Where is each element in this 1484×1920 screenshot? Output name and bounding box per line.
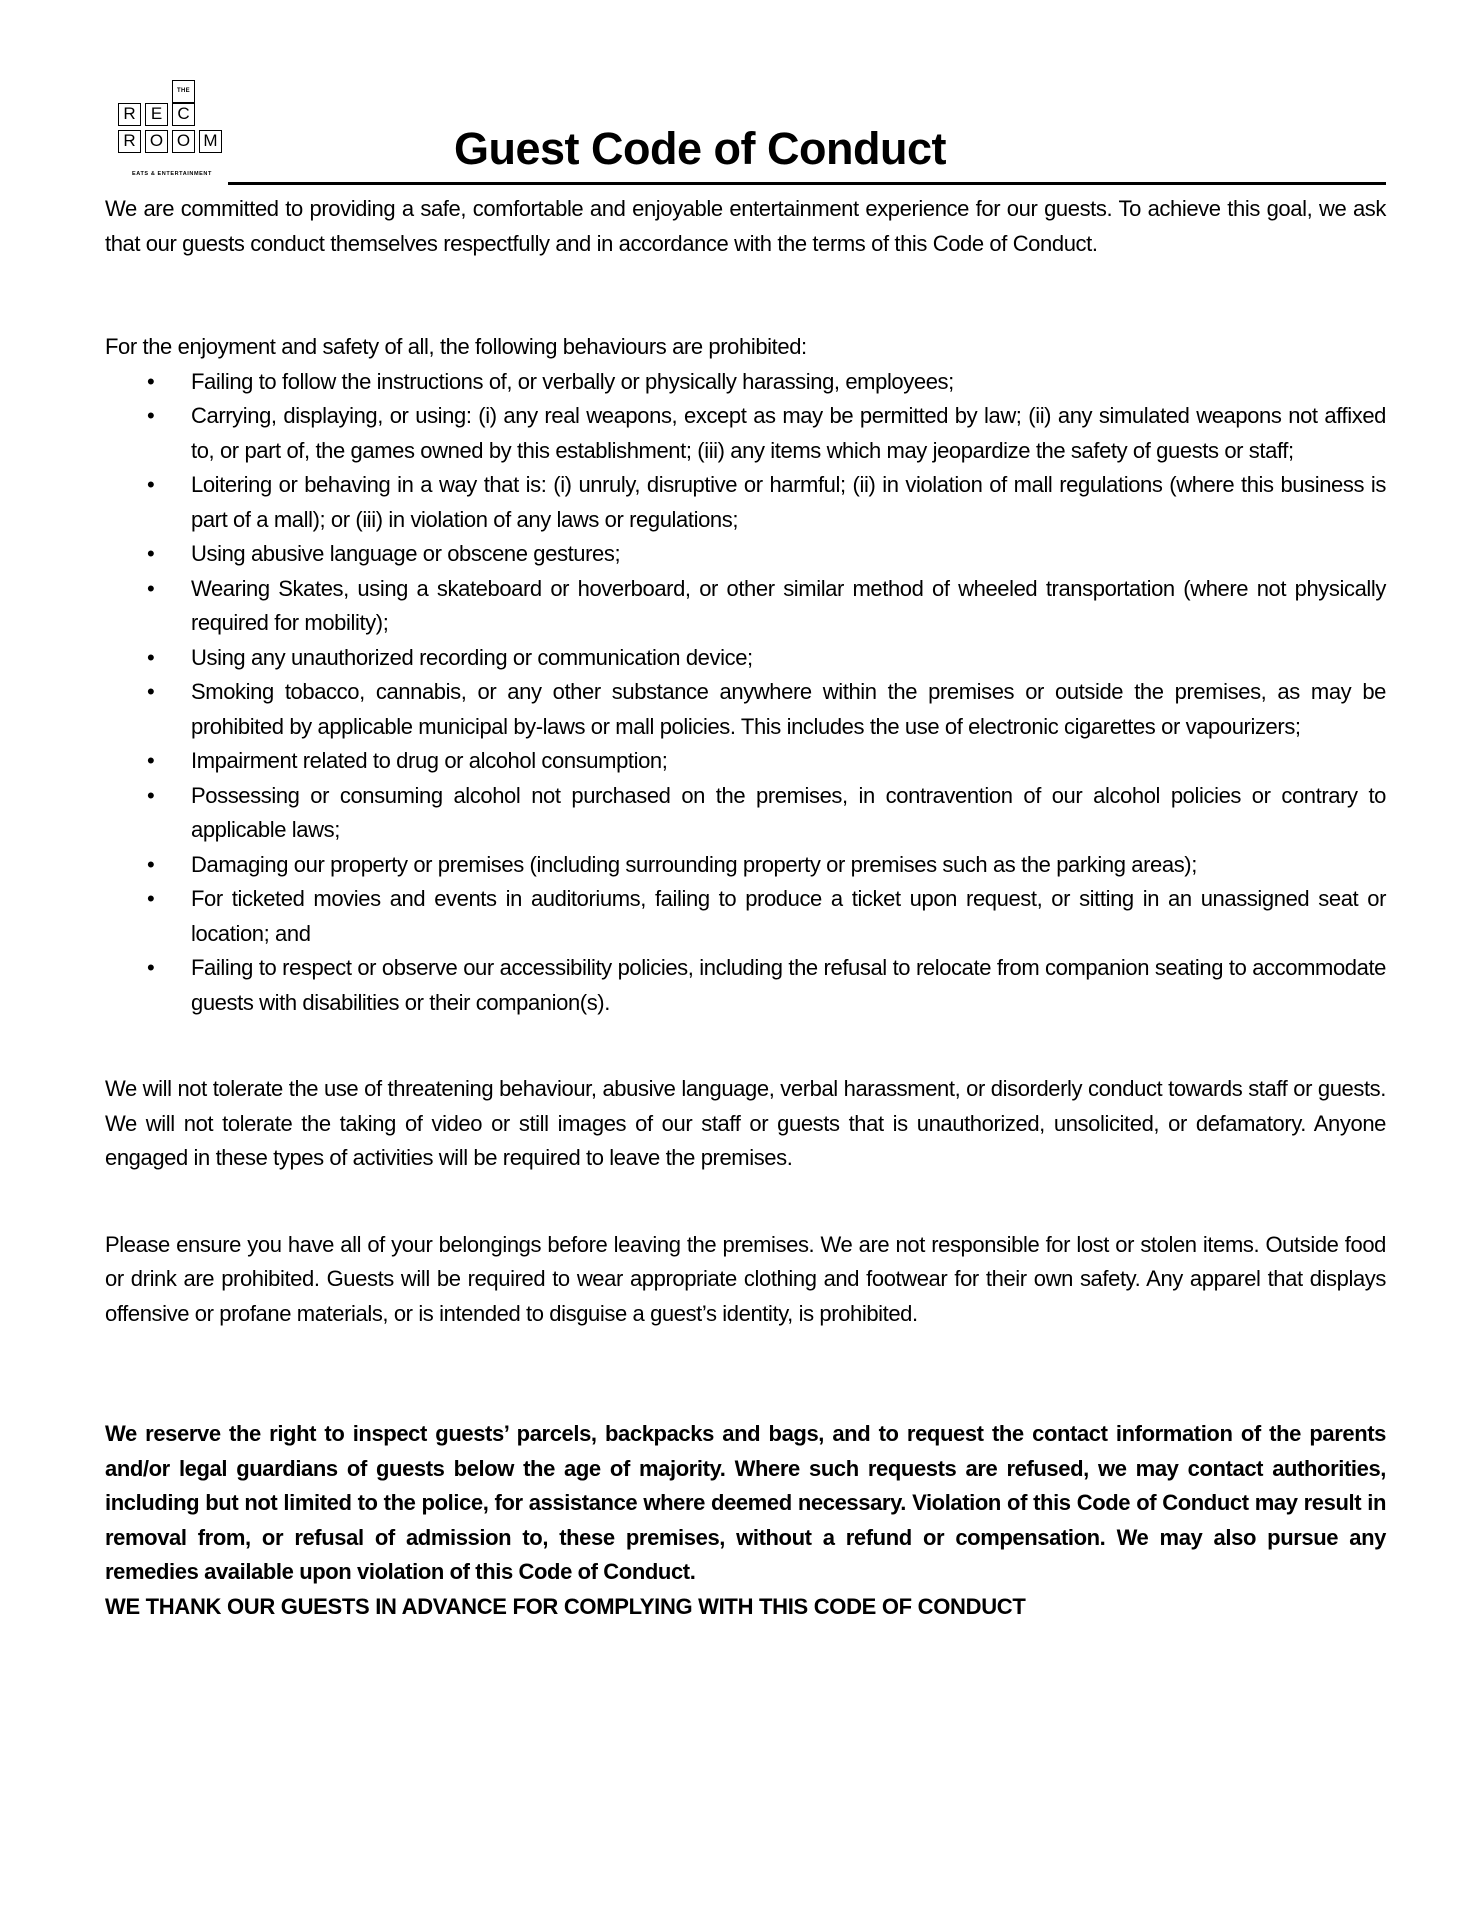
logo-tagline: EATS & ENTERTAINMENT [132,171,212,177]
list-item [105,675,1386,744]
bullet-icon: • [147,748,155,773]
list-item [105,641,1386,676]
list-item [105,572,1386,641]
logo-letter-m: M [199,130,222,153]
list-item-text: Smoking tobacco, cannabis, or any other substance anywhere within the premises or outside the premises, as may be prohibited by applicable municipal by-laws or mall policies. This includes the use of electronic cigarettes or vapourizers; [191,679,1386,739]
reserve-paragraph: We reserve the right to inspect guests’ parcels, backpacks and bags, and to request the contact information of the parents and/or legal guardians of guests below the age of majority. Where such requests are refused, we may contact authorities, including but not limited to the police, for assistance where deemed necessary. Violation of this Code of Conduct may result in removal from, or refusal of admission to, these premises, without a refund or compensation. We may also pursue any remedies available upon violation of this Code of Conduct. [105,1421,1386,1584]
list-item [105,951,1386,1020]
list-item [105,779,1386,848]
intro-paragraph: We are committed to providing a safe, comfortable and enjoyable entertainment experience for our guests. To achieve this goal, we ask that our guests conduct themselves respectfully and in accordance with the terms of this Code of Conduct. [105,196,1386,256]
list-item-text: Failing to follow the instructions of, or verbally or physically harassing, employees; [191,368,954,394]
list-item [105,537,1386,572]
closing-statement: WE THANK OUR GUESTS IN ADVANCE FOR COMPLYING WITH THIS CODE OF CONDUCT [105,1593,1026,1619]
list-item [105,848,1386,883]
list-item-text: Damaging our property or premises (including surrounding property or premises such as the parking areas); [191,851,1197,877]
list-item-text: Carrying, displaying, or using: (i) any real weapons, except as may be permitted by law; (ii) any simulated weapons not affixed to, or part of, the games owned by this establishment; (iii) any items which may jeopardize the safety of guests or staff; [191,403,1386,463]
tolerance-paragraph: We will not tolerate the use of threatening behaviour, abusive language, verbal harassment, or disorderly conduct towards staff or guests. We will not tolerate the taking of video or still images of our staff or guests that is unauthorized, unsolicited, or defamatory. Anyone engaged in these types of activities will be required to leave the premises. [105,1076,1386,1170]
list-item-text: For ticketed movies and events in auditoriums, failing to produce a ticket upon request, or sitting in an unassigned seat or location; and [191,886,1386,946]
logo-letter-r2: R [118,130,141,153]
bullet-icon: • [147,575,155,601]
bullet-icon: • [147,541,155,566]
list-item-text: Failing to respect or observe our accessibility policies, including the refusal to relocate from companion seating to accommodate guests with disabilities or their companion(s). [191,955,1386,1015]
list-item-text: Impairment related to drug or alcohol consumption; [191,748,668,773]
logo-letter-e: E [145,103,168,126]
list-item-text: Using abusive language or obscene gestures; [191,541,621,566]
list-item [105,468,1386,537]
list-item-text: Possessing or consuming alcohol not purchased on the premises, in contravention of our alcohol policies or contrary to applicable laws; [191,782,1386,842]
prohibited-list [105,365,1386,1021]
list-item-text: Using any unauthorized recording or communication device; [191,644,753,670]
logo-letter-o2: O [172,130,195,153]
prohibited-intro: For the enjoyment and safety of all, the following behaviours are prohibited: [105,334,807,359]
bullet-icon: • [147,851,155,877]
logo-letter-c: C [172,103,195,126]
list-item [105,399,1386,468]
bullet-icon: • [147,679,155,704]
list-item [105,744,1386,779]
logo-the: THE [172,80,195,103]
document-body [105,192,1386,1624]
list-item [105,365,1386,400]
belongings-paragraph: Please ensure you have all of your belongings before leaving the premises. We are not responsible for lost or stolen items. Outside food or drink are prohibited. Guests will be required to wear appropriate clothing and footwear for their own safety. Any apparel that displays offensive or profane materials, or is intended to disguise a guest’s identity, is prohibited. [105,1231,1386,1326]
logo-letter-o: O [145,130,168,153]
list-item-text: Wearing Skates, using a skateboard or hoverboard, or other similar method of wheeled transportation (where not physically required for mobility); [191,575,1386,635]
bullet-icon: • [147,403,155,428]
list-item-text: Loitering or behaving in a way that is: (i) unruly, disruptive or harmful; (ii) in violation of mall regulations (where this business is part of a mall); or (iii) in violation of any laws or regulations; [191,472,1386,532]
bullet-icon: • [147,472,155,497]
bullet-icon: • [147,644,155,670]
rec-room-logo [118,80,226,176]
title-underline [228,182,1386,185]
list-item [105,882,1386,951]
bullet-icon: • [147,886,155,911]
page-title: Guest Code of Conduct [454,123,946,174]
bullet-icon: • [147,955,155,980]
logo-letter-r: R [118,103,141,126]
bullet-icon: • [147,368,155,394]
bullet-icon: • [147,782,155,808]
